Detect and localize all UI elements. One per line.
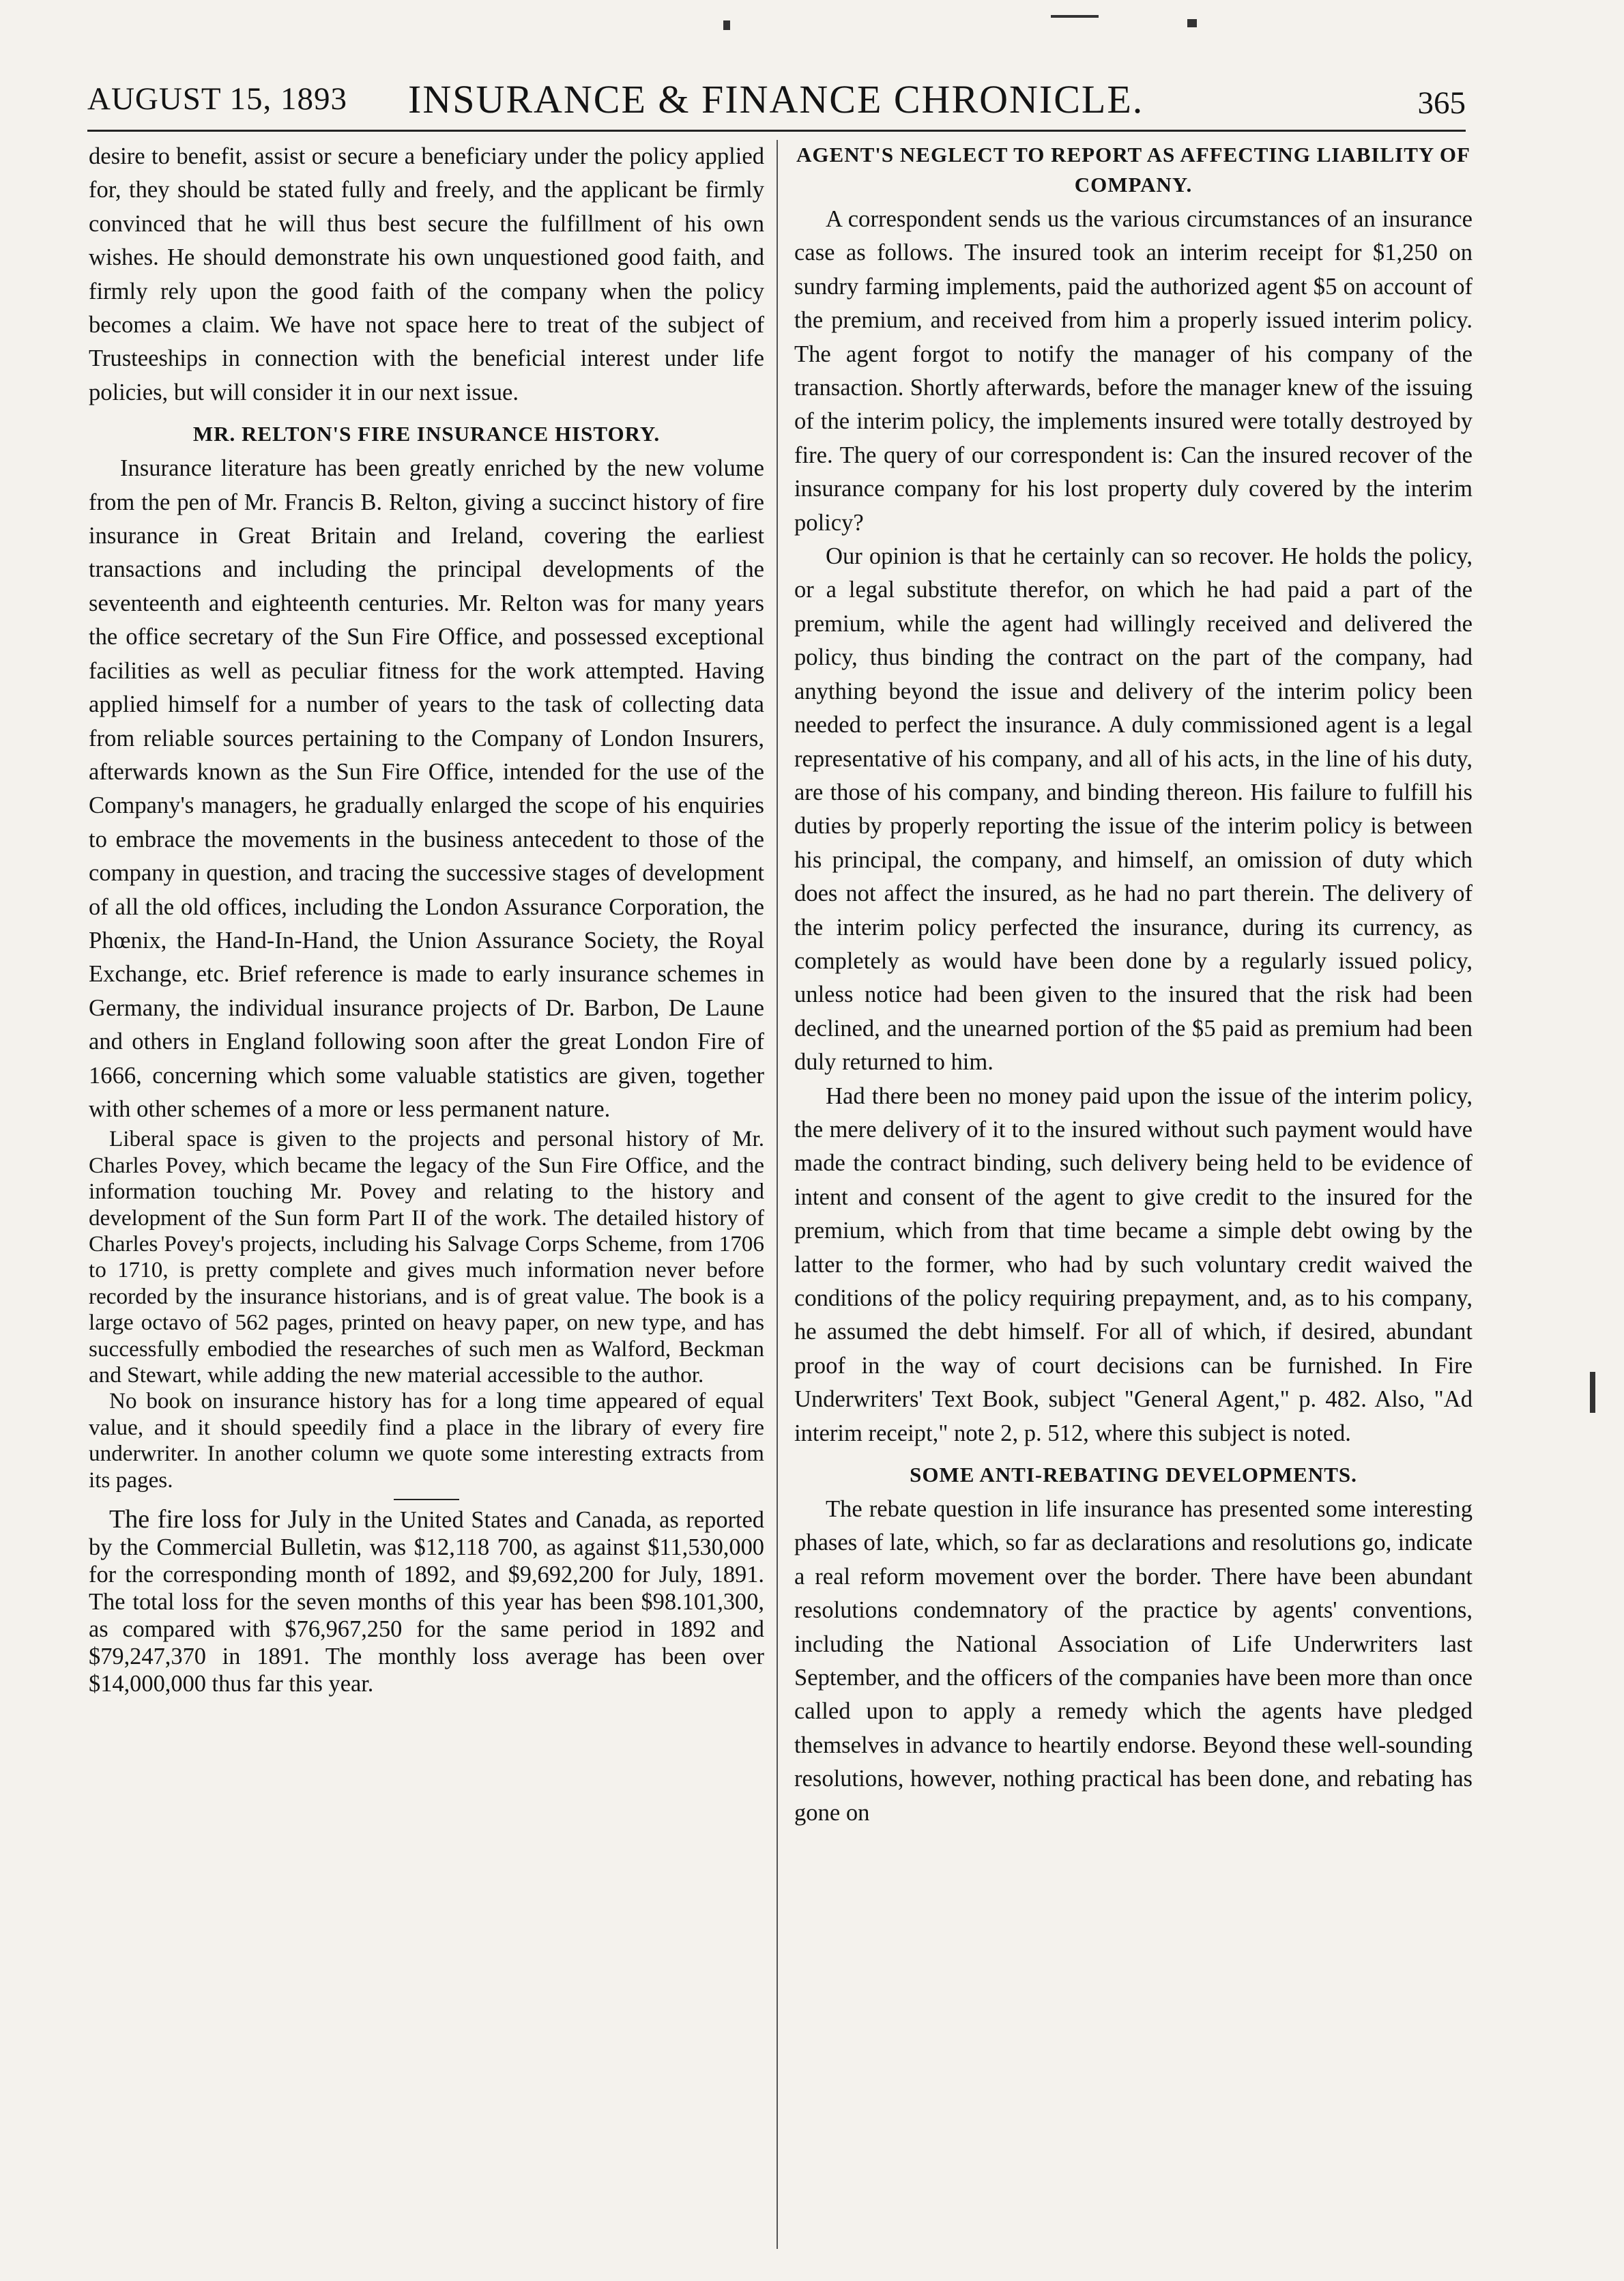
right-column (794, 140, 1473, 2249)
left-column (89, 140, 764, 2249)
column-divider (777, 140, 778, 2249)
anti-rebating-heading: SOME ANTI-REBATING DEVELOPMENTS. (910, 1463, 1357, 1487)
header-rule (87, 130, 1466, 132)
agent-paragraph-2: Our opinion is that he certainly can so recover. He holds the policy, or a legal substitute therefor, on which he had paid a part of the premium, while the agent had willingly received and delivered the policy, thus binding the contract on the part of the company, had anything beyond the issue and delivery of the interim policy been needed to perfect the insurance. A duly commissioned agent is a legal representative of his company, and all of his acts, in the line of his duty, are those of his company, and binding thereon. His failure to fulfill his duties by properly reporting the issue of the interim policy is between his principal, the company, and himself, an omission of duty which does not affect the insured, as he had no part therein. The delivery of the interim policy perfected the insurance, during its currency, as completely as would have been done by a regularly issued policy, unless notice had been given to the insured that the risk had been declined, and the unearned portion of the $5 paid as premium had been duly returned to him. (794, 543, 1473, 1076)
relton-article-heading: MR. RELTON'S FIRE INSURANCE HISTORY. (192, 422, 661, 446)
page-number: 365 (1417, 85, 1466, 121)
publication-title: INSURANCE & FINANCE CHRONICLE. (408, 77, 1144, 121)
issue-date: AUGUST 15, 1893 (87, 81, 348, 117)
section-divider (394, 1499, 459, 1500)
fire-loss-text: in the United States and Canada, as reported by the Commercial Bulletin, was $12,118 700, as against $11,530,000 for the corresponding month of 1892, and $9,692,200 for July, 1891. The total loss for the seven months of this year has been $98.101,300, as compared with $76,967,250 for the same period in 1892 and $79,247,370 in 1891. The monthly loss average has been over $14,000,000 thus far this year. (89, 1507, 764, 1697)
scan-speck (1051, 15, 1099, 18)
relton-paragraph-3: No book on insurance history has for a long time appeared of equal value, and it should speedily find a place in the library of every fire underwriter. In another column we quote some interesting extracts from its pages. (89, 1388, 764, 1493)
page-header (87, 77, 1466, 135)
agent-neglect-heading: AGENT'S NEGLECT TO REPORT AS AFFECTING LIABILITY OF COMPANY. (796, 143, 1470, 197)
agent-paragraph-3: Had there been no money paid upon the issue of the interim policy, the mere delivery of it to the insured without such payment would have made the contract binding, such delivery being held to be evidence of intent and consent of the agent to give credit to the insured for the premium, which from that time became a simple debt owing by the latter to the former, who had by such voluntary credit waived the conditions of the policy requiring prepayment, and, as to his company, he assumed the debt himself. For all of which, if desired, abundant proof in the way of court decisions can be furnished. In Fire Underwriters' Text Book, subject "General Agent," p. 482. Also, "Ad interim receipt," note 2, p. 512, where this subject is noted. (794, 1082, 1473, 1446)
trusteeship-continuation-paragraph: desire to benefit, assist or secure a beneficiary under the policy applied for, they should be stated fully and freely, and the applicant be firmly convinced that he will thus best secure the fulfillment of his own wishes. He should demonstrate his own unquestioned good faith, and firmly rely upon the good faith of the company when the policy becomes a claim. We have not space here to treat of the subject of Trusteeships in connection with the beneficial interest under life policies, but will consider it in our next issue. (89, 143, 764, 405)
agent-paragraph-1: A correspondent sends us the various circumstances of an insurance case as follows. The insured took an interim receipt for $1,250 on sundry farming implements, paid the authorized agent $5 on account of the premium, and received from him a properly issued interim policy. The agent forgot to notify the manager of his company of the transaction. Shortly afterwards, before the manager knew of the issuing of the interim policy, the implements insured were totally destroyed by fire. The query of our correspondent is: Can the insured recover of the insurance company for his lost property duly covered by the interim policy? (794, 206, 1473, 536)
relton-paragraph-2: Liberal space is given to the projects and personal history of Mr. Charles Povey, which became the legacy of the Sun Fire Office, and the information touching Mr. Povey and relating to the history and development of the Sun form Part II of the work. The detailed history of Charles Povey's projects, including his Salvage Corps Scheme, from 1706 to 1710, is pretty complete and gives much information never before recorded by the insurance historians, and is of great value. The book is a large octavo of 562 pages, printed on heavy paper, on new type, and has successfully embodied the researches of such men as Walford, Beckman and Stewart, while adding the new material accessible to the author. (89, 1126, 764, 1388)
scan-speck (1590, 1372, 1595, 1413)
fire-loss-lead: The fire loss for July (109, 1505, 332, 1534)
scan-speck (1187, 19, 1197, 27)
rebating-paragraph-1: The rebate question in life insurance has presented some interesting phases of late, which, so far as declarations and resolutions go, indicate a real reform movement over the border. There have been abundant resolutions condemnatory of the practice by agents' conventions, including the National Association of Life Underwriters last September, and the officers of the companies have been more than once called upon to apply a remedy which the agents have pledged themselves in advance to heartily endorse. Beyond these well-sounding resolutions, however, nothing practical has been done, and rebating has gone on (794, 1496, 1473, 1826)
relton-paragraph-1: Insurance literature has been greatly enriched by the new volume from the pen of Mr. Francis B. Relton, giving a succinct history of fire insurance in Great Britain and Ireland, covering the earliest transactions and including the principal developments of the seventeenth and eighteenth centuries. Mr. Relton was for many years the office secretary of the Sun Fire Office, and possessed exceptional facilities as well as peculiar fitness for the work attempted. Having applied himself for a number of years to the task of collecting data from reliable sources pertaining to the Company of London Insurers, afterwards known as the Sun Fire Office, intended for the use of the Company's managers, he gradually enlarged the scope of his enquiries to embrace the movements in the business antecedent to those of the company in question, and tracing the successive stages of development of all the old offices, including the London Assurance Corporation, the Phœnix, the Hand-In-Hand, the Union Assurance Society, the Royal Exchange, etc. Brief reference is made to early insurance schemes in Germany, the individual insurance projects of Dr. Barbon, De Laune and others in England following soon after the great London Fire of 1666, concerning which some valuable statistics are given, together with other schemes of a more or less permanent nature. (89, 455, 764, 1122)
relton-small-type (89, 1126, 764, 1493)
scan-speck (723, 20, 730, 30)
fire-loss-note (89, 1506, 764, 1697)
